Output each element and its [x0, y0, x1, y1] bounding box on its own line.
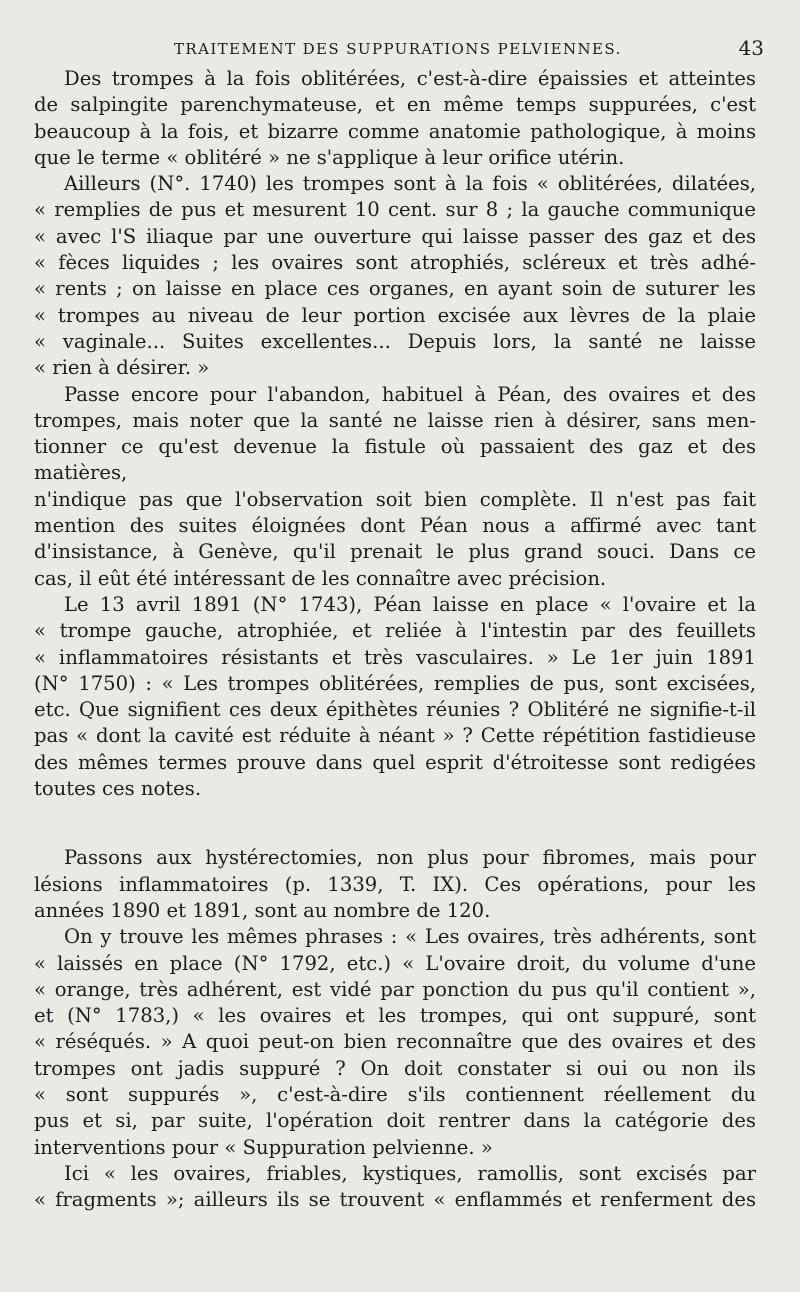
text-line: lésions inflammatoires (p. 1339, T. IX). Ces opérations, pour les — [34, 872, 756, 896]
running-head — [34, 34, 764, 66]
text-line: Ici « les ovaires, friables, kystiques, ramollis, sont excisés par — [64, 1161, 756, 1185]
text-line: On y trouve les mêmes phrases : « Les ovaires, très adhérents, sont — [64, 925, 756, 949]
text-line: « avec l'S iliaque par une ouverture qui laisse passer des gaz et des — [34, 224, 756, 248]
page-number: 43 — [738, 36, 764, 60]
text-line: pus et si, par suite, l'opération doit rentrer dans la catégorie des — [34, 1109, 756, 1133]
text-line: d'insistance, à Genève, qu'il prenait le plus grand souci. Dans ce — [34, 540, 756, 564]
text-line: trompes, mais noter que la santé ne laisse rien à désirer, sans men- — [34, 408, 756, 432]
text-line: des mêmes termes prouve dans quel esprit d'étroitesse sont redigées — [34, 750, 756, 774]
text-line: « laissés en place (N° 1792, etc.) « L'ovaire droit, du volume d'une — [34, 951, 756, 975]
text-line: « rien à désirer. » — [34, 356, 210, 380]
running-title: TRAITEMENT DES SUPPURATIONS PELVIENNES. — [174, 40, 622, 58]
text-line: Passe encore pour l'abandon, habituel à Péan, des ovaires et des — [64, 382, 756, 406]
text-line: pas « dont la cavité est réduite à néant » ? Cette répétition fastidieuse — [34, 724, 756, 748]
text-line: beaucoup à la fois, et bizarre comme anatomie pathologique, à moins — [34, 119, 756, 143]
text-line: (N° 1750) : « Les trompes oblitérées, remplies de pus, sont excisées, — [34, 671, 756, 695]
text-line: Le 13 avril 1891 (N° 1743), Péan laisse en place « l'ovaire et la — [64, 592, 756, 616]
text-line: « fèces liquides ; les ovaires sont atrophiés, scléreux et très adhé- — [34, 251, 756, 275]
text-line: « sont suppurés », c'est-à-dire s'ils contiennent réellement du — [34, 1082, 756, 1106]
text-line: trompes ont jadis suppuré ? On doit constater si oui ou non ils — [34, 1056, 756, 1080]
text-line: « réséqués. » A quoi peut-on bien reconnaître que des ovaires et des — [34, 1030, 756, 1054]
text-line: cas, il eût été intéressant de les connaître avec précision. — [34, 566, 607, 590]
text-line: n'indique pas que l'observation soit bien complète. Il n'est pas fait — [34, 487, 756, 511]
text-line: Ailleurs (N°. 1740) les trompes sont à la fois « oblitérées, dilatées, — [64, 172, 756, 196]
text-line: tionner ce qu'est devenue la fistule où passaient des gaz et des matières, — [34, 435, 756, 485]
text-line: « fragments »; ailleurs ils se trouvent « enflammés et renferment des — [34, 1188, 756, 1212]
text-line: « orange, très adhérent, est vidé par ponction du pus qu'il contient », — [34, 977, 756, 1001]
text-line: Des trompes à la fois oblitérées, c'est-à-dire épaissies et atteintes — [64, 67, 756, 90]
text-line: « trompe gauche, atrophiée, et reliée à l'intestin par des feuillets — [34, 619, 756, 643]
text-line: « remplies de pus et mesurent 10 cent. sur 8 ; la gauche communique — [34, 198, 756, 222]
text-line: années 1890 et 1891, sont au nombre de 120. — [34, 898, 491, 922]
text-line: et (N° 1783,) « les ovaires et les trompes, qui ont suppuré, sont — [34, 1004, 756, 1028]
paragraph-gap — [34, 802, 756, 845]
text-line: « trompes au niveau de leur portion excisée aux lèvres de la plaie — [34, 303, 756, 327]
text-line: « rents ; on laisse en place ces organes, en ayant soin de suturer les — [34, 277, 756, 301]
text-line: interventions pour « Suppuration pelvienne. » — [34, 1135, 493, 1159]
body-text — [34, 66, 756, 1213]
text-line: toutes ces notes. — [34, 777, 202, 801]
text-line: etc. Que signifient ces deux épithètes réunies ? Oblitéré ne signifie-t-il — [34, 698, 756, 722]
text-line: que le terme « oblitéré » ne s'applique à leur orifice utérin. — [34, 145, 625, 169]
text-line: mention des suites éloignées dont Péan nous a affirmé avec tant — [34, 514, 756, 538]
text-line: de salpingite parenchymateuse, et en même temps suppurées, c'est — [34, 93, 756, 117]
text-line: Passons aux hystérectomies, non plus pour fibromes, mais pour — [64, 846, 756, 870]
text-line: « inflammatoires résistants et très vasculaires. » Le 1er juin 1891 — [34, 645, 756, 669]
text-line: « vaginale... Suites excellentes... Depuis lors, la santé ne laisse — [34, 329, 756, 353]
